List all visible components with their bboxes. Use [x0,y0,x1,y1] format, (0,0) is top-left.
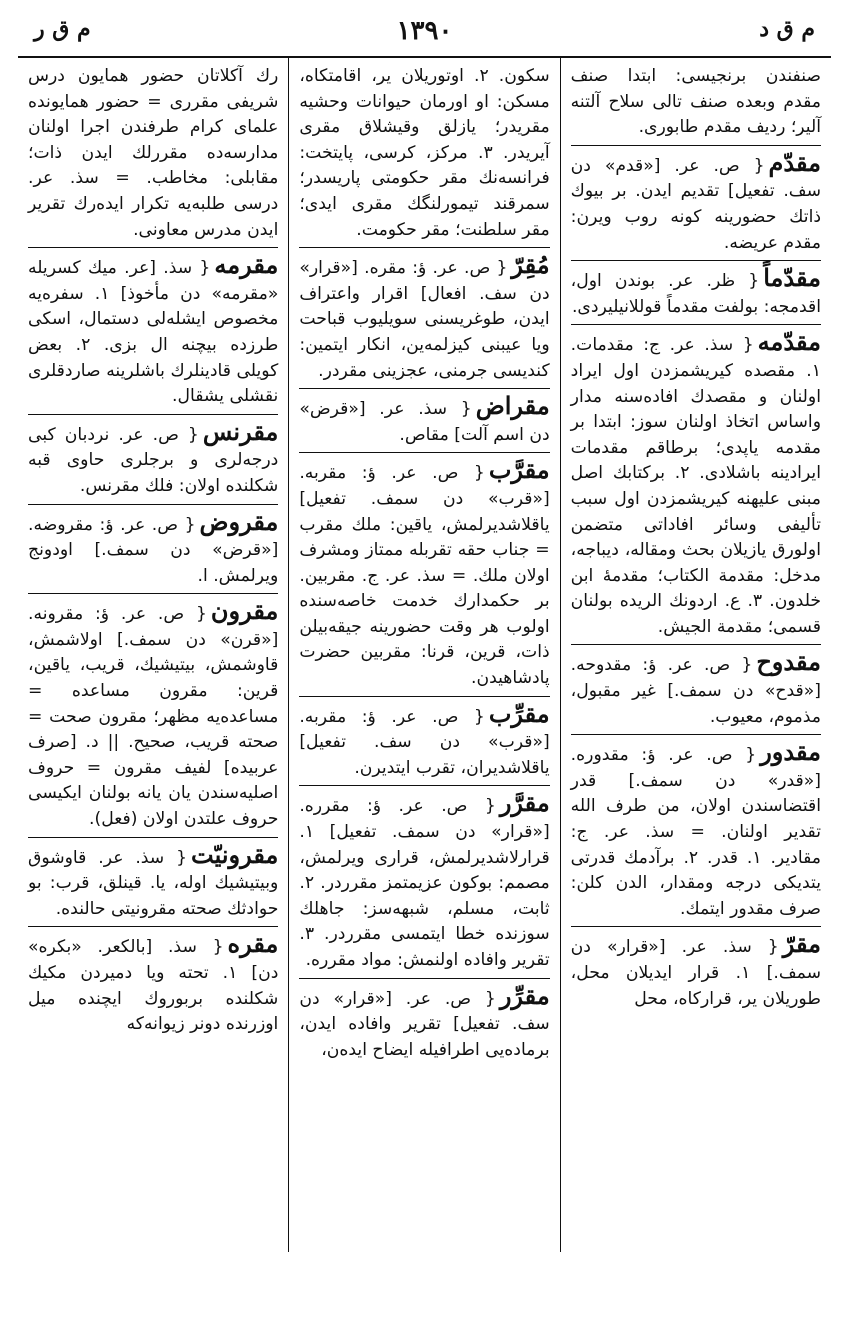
entry-definition: { ص. عر. ؤ: مقربه. [«قرب» دن سمف. تفعیل] یاقلاشدیرلمش، یاقین: ملك مقرب = جناب حقه تقربله ممتاز ومشرف اولان ملك. = سذ. عر. ج. مقربین. بر حکمدارك خدمت خاصه‌سنده اولوب هر وقت حضورینه جیقه‌بیلن ذات، قرین، قرنا: مقربین حضرت پادشاهیدن. [299,463,550,689]
dictionary-entry [299,452,549,691]
headword: مقرَّب [488,455,550,485]
headword: مقرِّر [499,980,550,1010]
dictionary-entry [571,260,821,320]
entry-definition: { سذ. عر. ج: مقدمات. ١. مقصده کیریشمزدن اول ایراد اولنان و مقصدك افاده‌سنه مدار واساس اتخاذ اولنان سوز: ابتدا بر مقدمه یاپدی؛ برطاقم مقدمات ایرادینه باشلادی. ٢. برکتابك اصل مبنی علیهنه کیریشمزدن اول سبب تألیفی وسائر افاداتی متضمن اولورق یازیلان بحث ومقاله، دیباجه، مدخل: مقدمة الکتاب؛ مقدمهٔ ابن خلدون. ٣. ع. اردونك الریده بولنان قسمی؛ مقدمة الجیش. [570,335,822,637]
entry-definition: { ص. عر. ؤ: مقرونه. [«قرن» دن سمف.] اولاشمش، قاوشمش، بیتیشیك، قریب، یاقین، قرین: مقرون مساعده = مساعده‌یه مظهر؛ مقرون صحت = صحته قریب، صحیح. || د. [صرف عربیده] لفیف مقرون = حروف اصلیه‌سندن یان یانه بولنان ایکیسی حروف علتدن اولان (فعل). [28,604,279,830]
headword: مقدّم [768,147,821,177]
page-header [18,10,831,50]
dictionary-entry [28,64,278,243]
entry-definition: { سذ. عر. قاوشوق وبیتیشیك اوله، یا. قینلق، قرب: بو حوادثك صحته مقرونیتی حالنده. [28,847,279,919]
entry-definition: { سذ. عر. [«قرض» دن اسم آلت] مقاص. [299,399,550,445]
entry-definition: { ص. عر. ؤ: مقربه. [«قرب» دن سف. تفعیل] یاقلاشدیران، تقرب ایتدیرن. [299,706,550,778]
headword: مقروض [199,506,279,536]
dictionary-entry [28,926,278,1037]
entry-definition: صنفندن برنجیسی: ابتدا صنف مقدم وبعده صنف تالی سلاح آلتنه آلیر؛ ردیف مقدم طابوری. [570,66,821,138]
entry-definition: سکون. ٢. اوتوریلان یر، اقامتکاه، مسکن: او اورمان حیوانات وحشیه مقریدر؛ یازلق وقیشلاق مقری آیریدر. ٣. مرکز، کرسی، پایتخت: فرانسه‌نك مقر حکومتی پاریسدر؛ سمرقند تیمورلنگك مقری ایدی؛ مقر سلطنت؛ مقر حکومت. [299,66,550,240]
headword: مقدور [760,737,821,767]
dictionary-entry [571,64,821,141]
headword: مُقِرّ [511,250,550,280]
entry-definition: { سذ. عر. [«قرار» دن سمف.] ١. قرار ایدیلان محل، طوریلان یر، قرارکاه، محل [570,937,821,1009]
entry-definition: { ص. عر. [«قدم» دن سف. تفعیل] تقدیم ایدن. بر بیوك ذاتك حضورینه کونه روب ویرن: مقدم عریضه. [570,155,821,253]
entry-definition: { ص. عر. ؤ: مقروضه. [«قرض» دن سمف.] اودونج ویرلمش. ا. [28,514,279,586]
dictionary-entry [28,504,278,590]
entry-definition: { سذ. [عر. میك کسریله «مقرمه» دن مأخوذ] ١. سفره‌یه مخصوص ایشله‌لی دستمال، اسکی طرزده بیچنه ال بزی. ٢. بعض کویلی قادینلرك باشلرینه صاردقلری نقشلی یشقال. [28,258,279,407]
headword: مقدوح [756,647,821,677]
headword: مقره [227,929,279,959]
entry-definition: { ص. عر. نردبان کبی درجه‌لری و برجلری حاوی قبه شکلنده اولان: فلك مقرنس. [28,424,279,496]
dictionary-entry [571,734,821,922]
headword: مقرونیّت [191,839,279,869]
dictionary-entry [28,593,278,832]
entry-definition: { ص. عر. [«قرار» دن سف. تفعیل] تقریر وافاده ایدن، برماده‌یی اطرافیله ایضاح ایده‌ن، [299,988,550,1060]
entry-definition: { سذ. [بالکعر. «بکره» دن] ١. تحته ویا دمیردن مکیك شکلنده بربوروك ایچنده میل اوزرنده دونر زیوانه‌که [28,937,279,1035]
dictionary-entry [299,388,549,448]
entry-definition: { ص. عر. ؤ: مقرره. [«قرار» دن سمف. تفعیل] ١. قرارلاشدیرلمش، قراری ویرلمش، مصمم: بوکون عزیمتمز مقرردر. ٢. ثابت، مسلم، شبهه‌سز: جاهلك سوزنده خطا ایتمسی مقرردر. ٣. تقریر وافاده اولنمش: مواد مقرره. [299,796,550,970]
dictionary-entry [299,64,549,243]
entry-definition: { ص. عر. ؤ: مقدوره. [«قدر» دن سمف.] قدر اقتضاسندن اولان، من طرف الله تقدیر اولنان. = سذ. عر. ج: مقادیر. ١. قدر. ٢. برآدمك قدرتی یتدیکی درجه ومقدار، الدن کلن: صرف مقدور ایتمك. [570,745,821,919]
entry-definition: رك آکلاتان حضور همایون درس شریفی مقرری = حضور همایونده علمای کرام طرفندن اجرا اولنان مدارسه‌ده مقررلك ایدن ذات؛ مقابلی: مخاطب. = سذ. عر. درسی طلبه‌یه تکرار ایده‌رك تقریر ایدن مدرس معاونی. [28,66,279,240]
entry-definition: { ص. عر. ؤ: مقره. [«قرار» دن سف. افعال] اقرار واعتراف ایدن، طوغریسنی سویلیوب قباحت ویا عیبنی کیزلمه‌ین، انکار ایتمین: کندیسی جرمنی، عجزینی مقردر. [299,258,550,381]
headword: مقرَّر [499,788,550,818]
headword: مقرِّب [488,698,550,728]
headword: مقراض [475,391,550,421]
header-left-letters: م ق ر [34,16,91,42]
dictionary-entry [299,785,549,973]
dictionary-entry [571,926,821,1012]
dictionary-entry [28,414,278,500]
headword: مقدّماً [763,263,821,293]
column-middle [289,58,560,1252]
headword: مقرمه [214,250,279,280]
dictionary-entry [299,978,549,1064]
dictionary-entry [299,696,549,782]
dictionary-entry [28,247,278,410]
column-right [561,58,831,1252]
dictionary-entry [571,145,821,256]
page-number: ١٣٩٠ [396,16,453,46]
entry-definition: { ص. عر. ؤ: مقدوحه. [«قدح» دن سمف.] غیر مقبول، مذموم، معیوب. [570,655,821,727]
headword: مقرّ [782,929,821,959]
entry-definition: { ظر. عر. بوندن اول، اقدمجه: بولفت مقدماً قوللانیلیردی. [570,271,821,317]
dictionary-entry [28,837,278,923]
headword: مقرون [210,596,279,626]
column-left [18,58,289,1252]
dictionary-entry [571,324,821,640]
dictionary-entry [571,644,821,730]
headword: مقدّمه [757,327,821,357]
headword: مقرنس [202,416,279,446]
header-right-letters: م ق د [759,16,815,42]
text-columns [18,58,831,1252]
dictionary-entry [299,247,549,384]
